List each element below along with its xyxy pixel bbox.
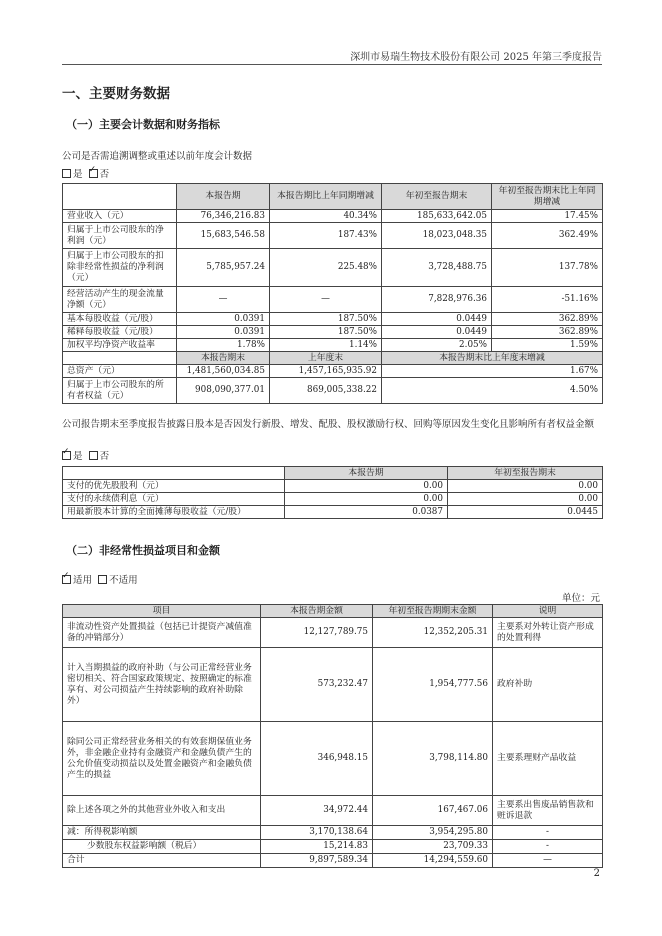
share-yes-label: 是 xyxy=(73,451,83,462)
cell: 1.14% xyxy=(270,339,382,352)
applicable-options xyxy=(62,572,138,586)
subsection-title-1: （一）主要会计数据和财务指标 xyxy=(66,118,220,131)
table-header-row xyxy=(63,467,603,480)
table-row xyxy=(63,648,603,722)
table-header-cell: 本报告期 xyxy=(285,467,448,480)
cell: 362.89% xyxy=(492,313,603,326)
cell: 4.50% xyxy=(382,378,603,404)
cell: 0.0445 xyxy=(448,506,603,519)
header-divider xyxy=(62,64,602,65)
section-title: 一、主要财务数据 xyxy=(62,86,170,102)
table-header-cell: 年初至报告期末 xyxy=(448,467,603,480)
table-row xyxy=(63,223,603,249)
table-header-cell: 项目 xyxy=(63,605,261,618)
table-row xyxy=(63,210,603,223)
share-no-checkbox[interactable] xyxy=(89,451,98,460)
row-label: 加权平均净资产收益率 xyxy=(63,339,177,352)
cell: -51.16% xyxy=(492,287,603,313)
table-row xyxy=(63,339,603,352)
table-header-cell: 本报告期比上年同期增减 xyxy=(270,184,382,210)
cell: 14,294,559.60 xyxy=(373,854,493,868)
table-header-cell: 本报告期末 xyxy=(177,352,270,365)
table-header-cell xyxy=(63,352,177,365)
cell: 7,828,976.36 xyxy=(382,287,492,313)
cell: 3,170,138.64 xyxy=(261,826,373,840)
note-cell: 主要系理财产品收益 xyxy=(493,722,603,796)
item-label: 除上述各项之外的其他营业外收入和支出 xyxy=(63,796,261,826)
cell: 0.00 xyxy=(285,480,448,493)
cell: 573,232.47 xyxy=(261,648,373,722)
share-yes-checkbox[interactable] xyxy=(62,451,71,460)
cell: 0.0449 xyxy=(382,313,492,326)
restate-yes-label: 是 xyxy=(73,169,83,180)
cell: 346,948.15 xyxy=(261,722,373,796)
restate-no-label: 否 xyxy=(99,169,110,180)
table-row xyxy=(63,378,603,404)
table-header-row xyxy=(63,184,603,210)
row-label: 用最新股本计算的全面摊薄每股收益（元/股） xyxy=(63,506,285,519)
cell: 0.0449 xyxy=(382,326,492,339)
cell: 187.50% xyxy=(270,326,382,339)
cell: 1.59% xyxy=(492,339,603,352)
table-header-row xyxy=(63,605,603,618)
cell: 18,023,048.35 xyxy=(382,223,492,249)
table-header-cell: 本报告期金额 xyxy=(261,605,373,618)
item-label: 非流动性资产处置损益（包括已计提资产减值准备的冲销部分） xyxy=(63,618,261,648)
row-label: 归属于上市公司股东的所有者权益（元） xyxy=(63,378,177,404)
table-row xyxy=(63,249,603,287)
table-header-cell: 本报告期 xyxy=(177,184,270,210)
cell: 137.78% xyxy=(492,249,603,287)
table-row xyxy=(63,480,603,493)
cell: 187.50% xyxy=(270,313,382,326)
table-header-cell: 本报告期末比上年度末增减 xyxy=(382,352,603,365)
applicable-label: 适用 xyxy=(73,575,93,586)
row-label: 营业收入（元） xyxy=(63,210,177,223)
table-row xyxy=(63,618,603,648)
cell: 12,352,205.31 xyxy=(373,618,493,648)
cell: 167,467.06 xyxy=(373,796,493,826)
key-financial-table xyxy=(62,183,603,404)
applicable-checkbox[interactable] xyxy=(62,575,71,584)
item-label: 计入当期损益的政府补助（与公司正常经营业务密切相关、符合国家政策规定、按照确定的标准享有、对公司损益产生持续影响的政府补助除外） xyxy=(63,648,261,722)
subsection-title-2: （二）非经常性损益项目和金额 xyxy=(66,544,220,557)
cell: 0.0387 xyxy=(285,506,448,519)
share-change-paragraph: 公司报告期末至季度报告披露日股本是否因发行新股、增发、配股、股权激励行权、回购等原因发生变化且影响所有者权益金额 xyxy=(62,419,595,430)
table-header-row xyxy=(63,352,603,365)
unit-label: 单位：元 xyxy=(561,593,600,604)
table-header-cell xyxy=(63,184,177,210)
cell: 3,728,488.75 xyxy=(382,249,492,287)
item-label: 除同公司正常经营业务相关的有效套期保值业务外，非金融企业持有金融资产和金融负债产生的公允价值变动损益以及处置金融资产和金融负债产生的损益 xyxy=(63,722,261,796)
cell: — xyxy=(177,287,270,313)
cell: 1,954,777.56 xyxy=(373,648,493,722)
note-cell: - xyxy=(493,826,603,840)
cell: 185,633,642.05 xyxy=(382,210,492,223)
page-number: 2 xyxy=(593,868,600,879)
row-label: 支付的永续债利息（元） xyxy=(63,493,285,506)
table-row xyxy=(63,722,603,796)
cell: 9,897,589.34 xyxy=(261,854,373,868)
table-header-cell: 年初至报告期末 xyxy=(382,184,492,210)
cell: 12,127,789.75 xyxy=(261,618,373,648)
cell: 2.05% xyxy=(382,339,492,352)
table-row xyxy=(63,826,603,840)
not-applicable-checkbox[interactable] xyxy=(98,575,107,584)
diluted-eps-table xyxy=(62,466,603,519)
cell: 1.67% xyxy=(382,365,603,378)
share-no-label: 否 xyxy=(99,451,110,462)
row-label: 经营活动产生的现金流量净额（元） xyxy=(63,287,177,313)
table-row xyxy=(63,506,603,519)
cell: 40.34% xyxy=(270,210,382,223)
table-header-cell: 上年度末 xyxy=(270,352,382,365)
table-header-cell: 年初至报告期末比上年同期增减 xyxy=(492,184,603,210)
table-row xyxy=(63,493,603,506)
cell: 15,683,546.58 xyxy=(177,223,270,249)
row-label: 归属于上市公司股东的净利润（元） xyxy=(63,223,177,249)
non-recurring-items-table xyxy=(62,604,603,868)
note-cell: 政府补助 xyxy=(493,648,603,722)
cell: 3,798,114.80 xyxy=(373,722,493,796)
cell: 225.48% xyxy=(270,249,382,287)
note-cell: 主要系出售废品销售款和赃诉退款 xyxy=(493,796,603,826)
cell: 15,214.83 xyxy=(261,840,373,854)
table-header-cell xyxy=(63,467,285,480)
cell: 1,481,560,034.85 xyxy=(177,365,270,378)
restate-yes-checkbox[interactable] xyxy=(62,169,71,178)
item-label: 少数股东权益影响额（税后） xyxy=(63,840,261,854)
table-row xyxy=(63,313,603,326)
note-cell: - xyxy=(493,840,603,854)
row-label: 稀释每股收益（元/股） xyxy=(63,326,177,339)
cell: 362.49% xyxy=(492,223,603,249)
cell: 0.0391 xyxy=(177,313,270,326)
cell: 0.00 xyxy=(285,493,448,506)
table-row xyxy=(63,840,603,854)
table-header-cell: 年初至报告期期末金额 xyxy=(373,605,493,618)
table-header-cell: 说明 xyxy=(493,605,603,618)
cell: 34,972.44 xyxy=(261,796,373,826)
cell: 187.43% xyxy=(270,223,382,249)
cell: 5,785,957.24 xyxy=(177,249,270,287)
cell: 23,709.33 xyxy=(373,840,493,854)
item-label: 合计 xyxy=(63,854,261,868)
cell: 1,457,165,935.92 xyxy=(270,365,382,378)
cell: 1.78% xyxy=(177,339,270,352)
table-row xyxy=(63,365,603,378)
cell: 0.0391 xyxy=(177,326,270,339)
cell: 17.45% xyxy=(492,210,603,223)
cell: 362.89% xyxy=(492,326,603,339)
cell: 3,954,295.80 xyxy=(373,826,493,840)
cell: 76,346,216.83 xyxy=(177,210,270,223)
row-label: 归属于上市公司股东的扣除非经常性损益的净利润（元） xyxy=(63,249,177,287)
row-label: 总资产（元） xyxy=(63,365,177,378)
restate-options xyxy=(62,166,109,180)
table-row xyxy=(63,326,603,339)
restate-question: 公司是否需追溯调整或重述以前年度会计数据 xyxy=(62,151,253,162)
table-row xyxy=(63,796,603,826)
cell: 0.00 xyxy=(448,480,603,493)
cell: 908,090,377.01 xyxy=(177,378,270,404)
restate-no-checkbox[interactable] xyxy=(89,169,98,178)
cell: 869,005,338.22 xyxy=(270,378,382,404)
table-row xyxy=(63,287,603,313)
page-header: 深圳市易瑞生物技术股份有限公司 2025 年第三季度报告 xyxy=(350,52,602,63)
cell: — xyxy=(270,287,382,313)
note-cell: 主要系对外转让资产形成的处置利得 xyxy=(493,618,603,648)
table-row xyxy=(63,854,603,868)
item-label: 减：所得税影响额 xyxy=(63,826,261,840)
row-label: 支付的优先股股利（元） xyxy=(63,480,285,493)
row-label: 基本每股收益（元/股） xyxy=(63,313,177,326)
note-cell: — xyxy=(493,854,603,868)
cell: 0.00 xyxy=(448,493,603,506)
share-options xyxy=(62,448,109,462)
not-applicable-label: 不适用 xyxy=(109,575,138,586)
